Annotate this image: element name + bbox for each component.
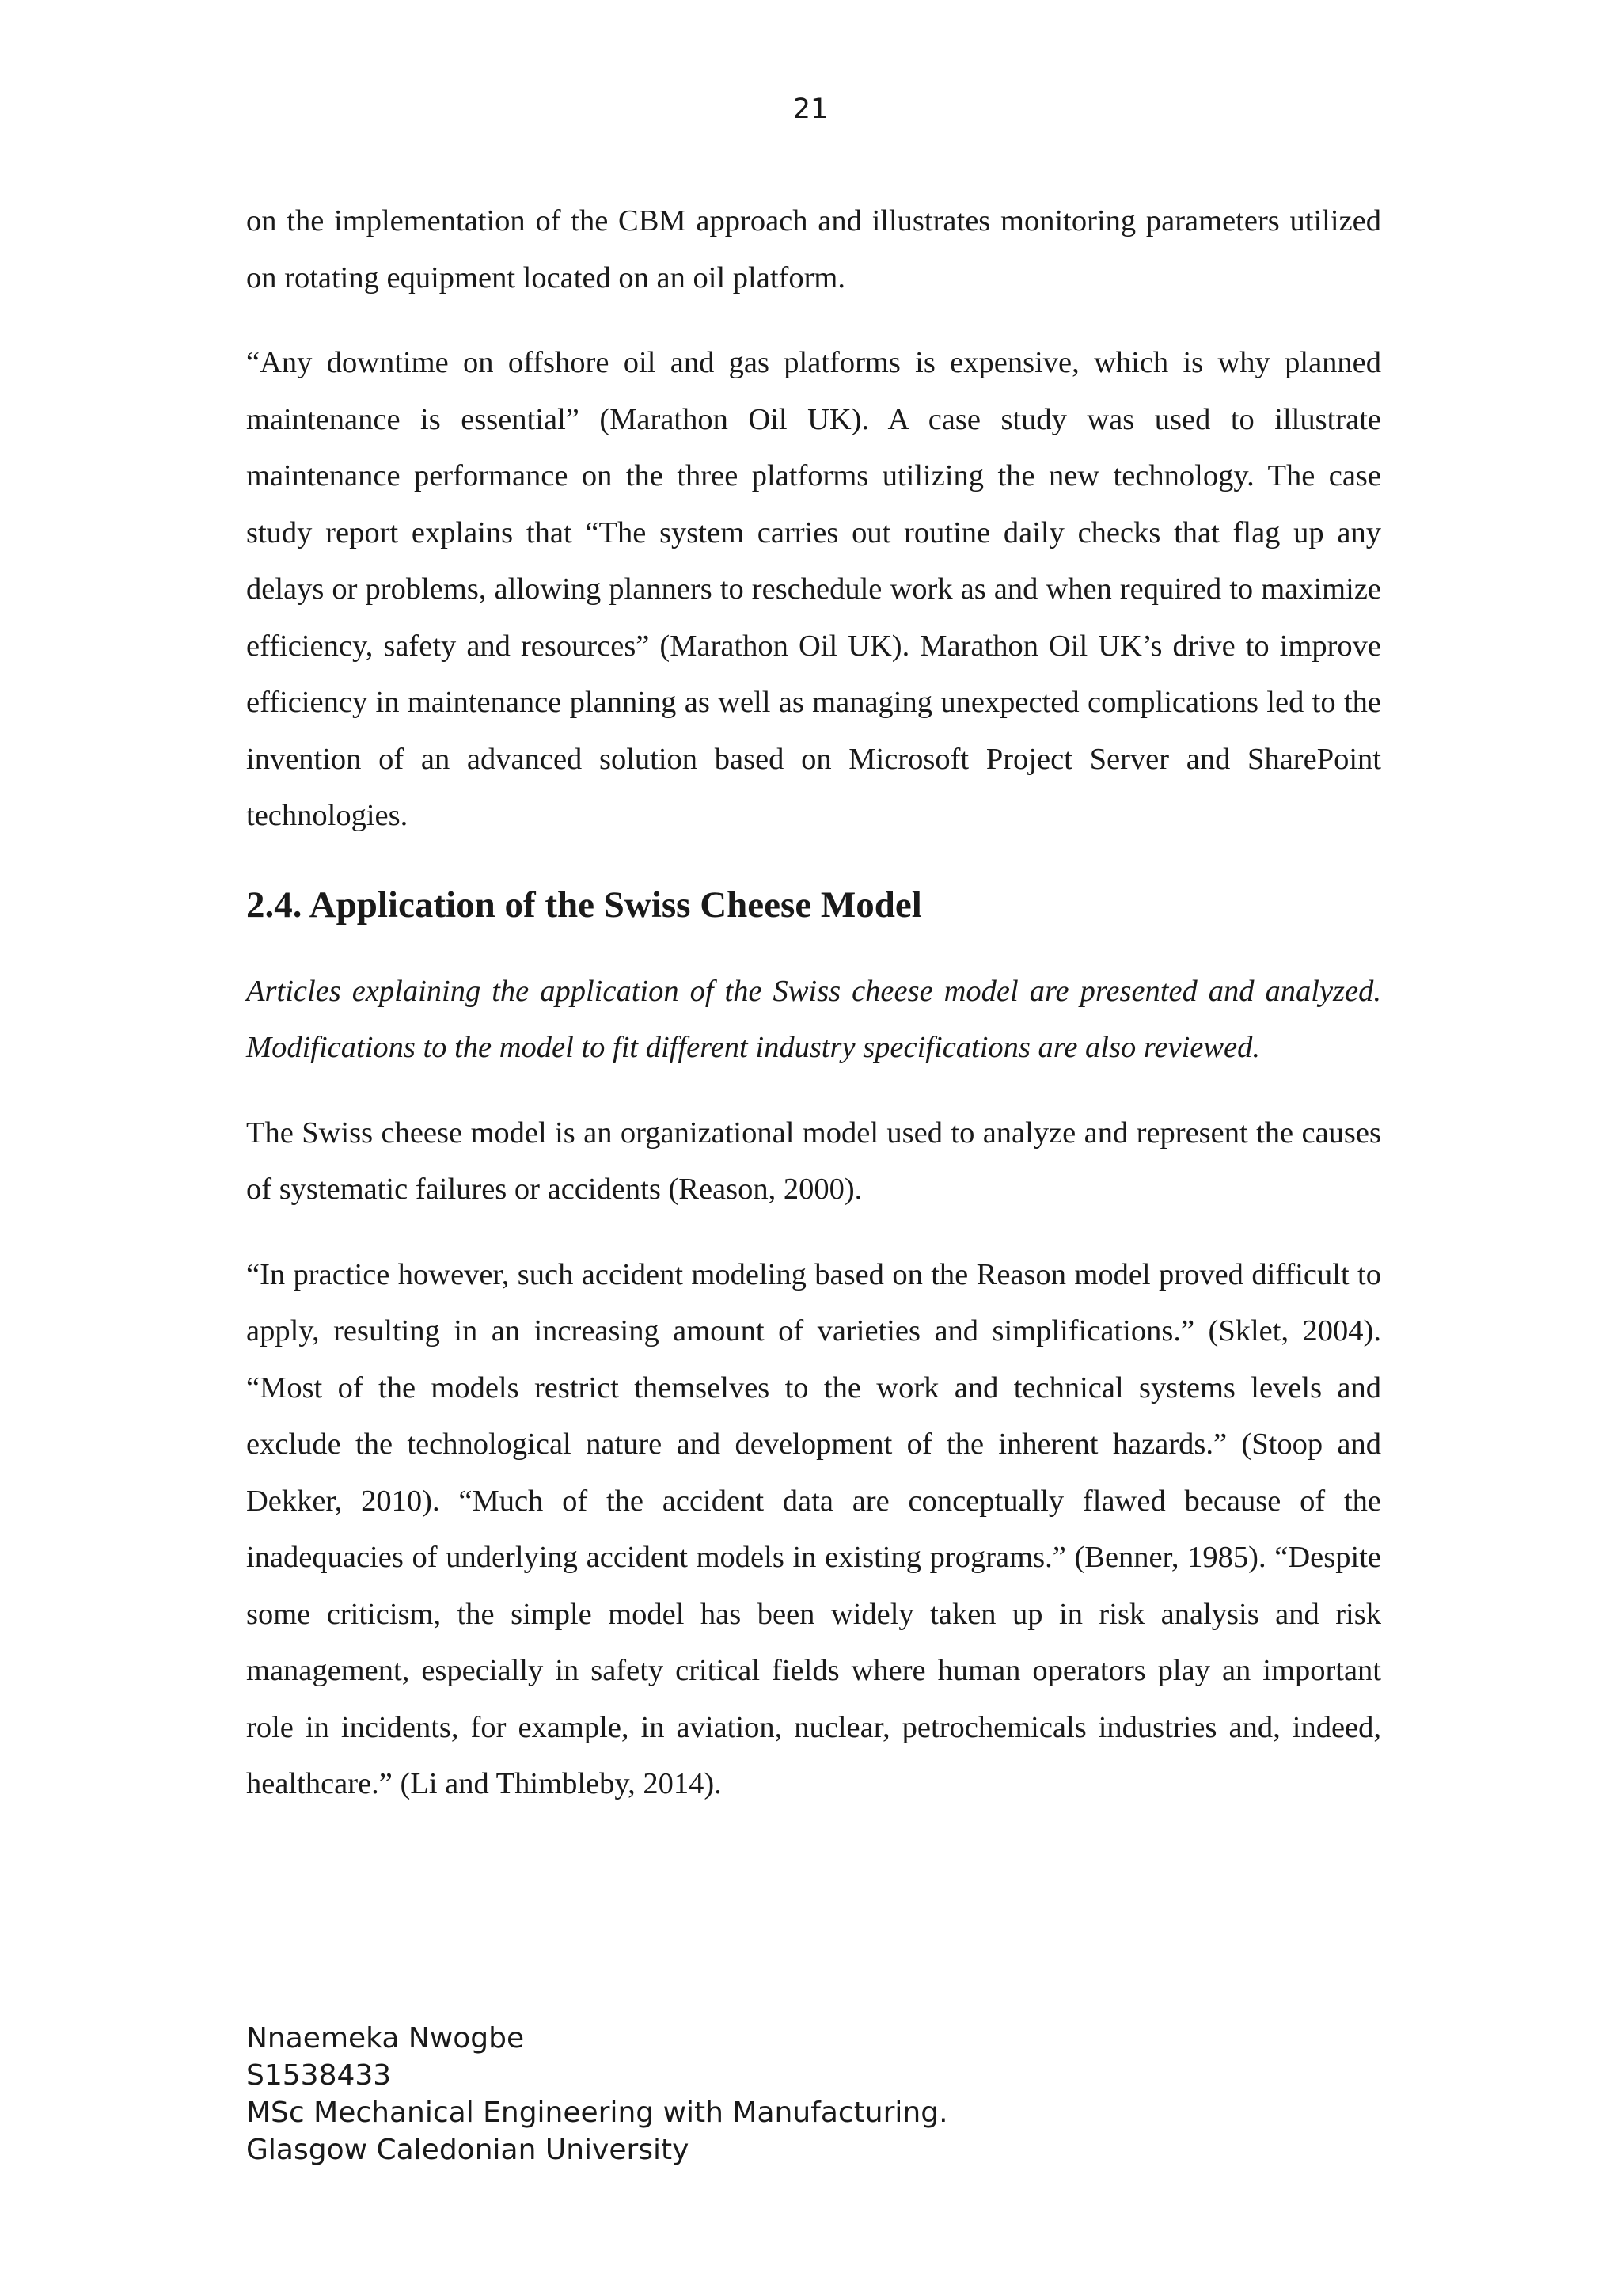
- footer-author-name: Nnaemeka Nwogbe: [246, 2022, 525, 2055]
- page-number: 21: [792, 93, 829, 125]
- footer-university: Glasgow Caledonian University: [246, 2134, 689, 2166]
- footer-student-id: S1538433: [246, 2059, 392, 2092]
- paragraph-model-criticism: “In practice however, such accident modeling based on the Reason model proved difficult to apply, resulting in an increasing amount of varieties and simplifications.” (Sklet, 2004). “Most of the models restrict themselves to the work and technical systems levels and exclude the technological nature and development of the inherent hazards.” (Stoop and Dekker, 2010). “Much of the accident data are conceptually flawed because of the inadequacies of underlying accident models in existing programs.” (Benner, 1985). “Despite some criticism, the simple model has been widely taken up in risk analysis and risk management, especially in safety critical fields where human operators play an important role in incidents, for example, in aviation, nuclear, petrochemicals industries and, indeed, healthcare.” (Li and Thimbleby, 2014).: [246, 1257, 1381, 1800]
- section-intro: Articles explaining the application of the Swiss cheese model are presented and analyzed. Modifications to the model to fit different industry specifications are also reviewed.: [246, 974, 1381, 1064]
- paragraph-cbm-implementation: on the implementation of the CBM approach and illustrates monitoring parameters utilized on rotating equipment located on an oil platform.: [246, 204, 1381, 295]
- page-footer: [246, 2020, 948, 2169]
- footer-programme: MSc Mechanical Engineering with Manufacturing.: [246, 2096, 948, 2129]
- document-body: [246, 193, 1381, 1842]
- paragraph-swiss-cheese-definition: The Swiss cheese model is an organizational model used to analyze and represent the causes of systematic failures or accidents (Reason, 2000).: [246, 1116, 1381, 1206]
- paragraph-marathon-oil-case-study: “Any downtime on offshore oil and gas platforms is expensive, which is why planned maintenance is essential” (Marathon Oil UK). A case study was used to illustrate maintenance performance on the three platforms utilizing the new technology. The case study report explains that “The system carries out routine daily checks that flag up any delays or problems, allowing planners to reschedule work as and when required to maximize efficiency, safety and resources” (Marathon Oil UK). Marathon Oil UK’s drive to improve efficiency in maintenance planning as well as managing unexpected complications led to the invention of an advanced solution based on Microsoft Project Server and SharePoint technologies.: [246, 346, 1381, 832]
- section-heading: 2.4. Application of the Swiss Cheese Model: [246, 884, 922, 926]
